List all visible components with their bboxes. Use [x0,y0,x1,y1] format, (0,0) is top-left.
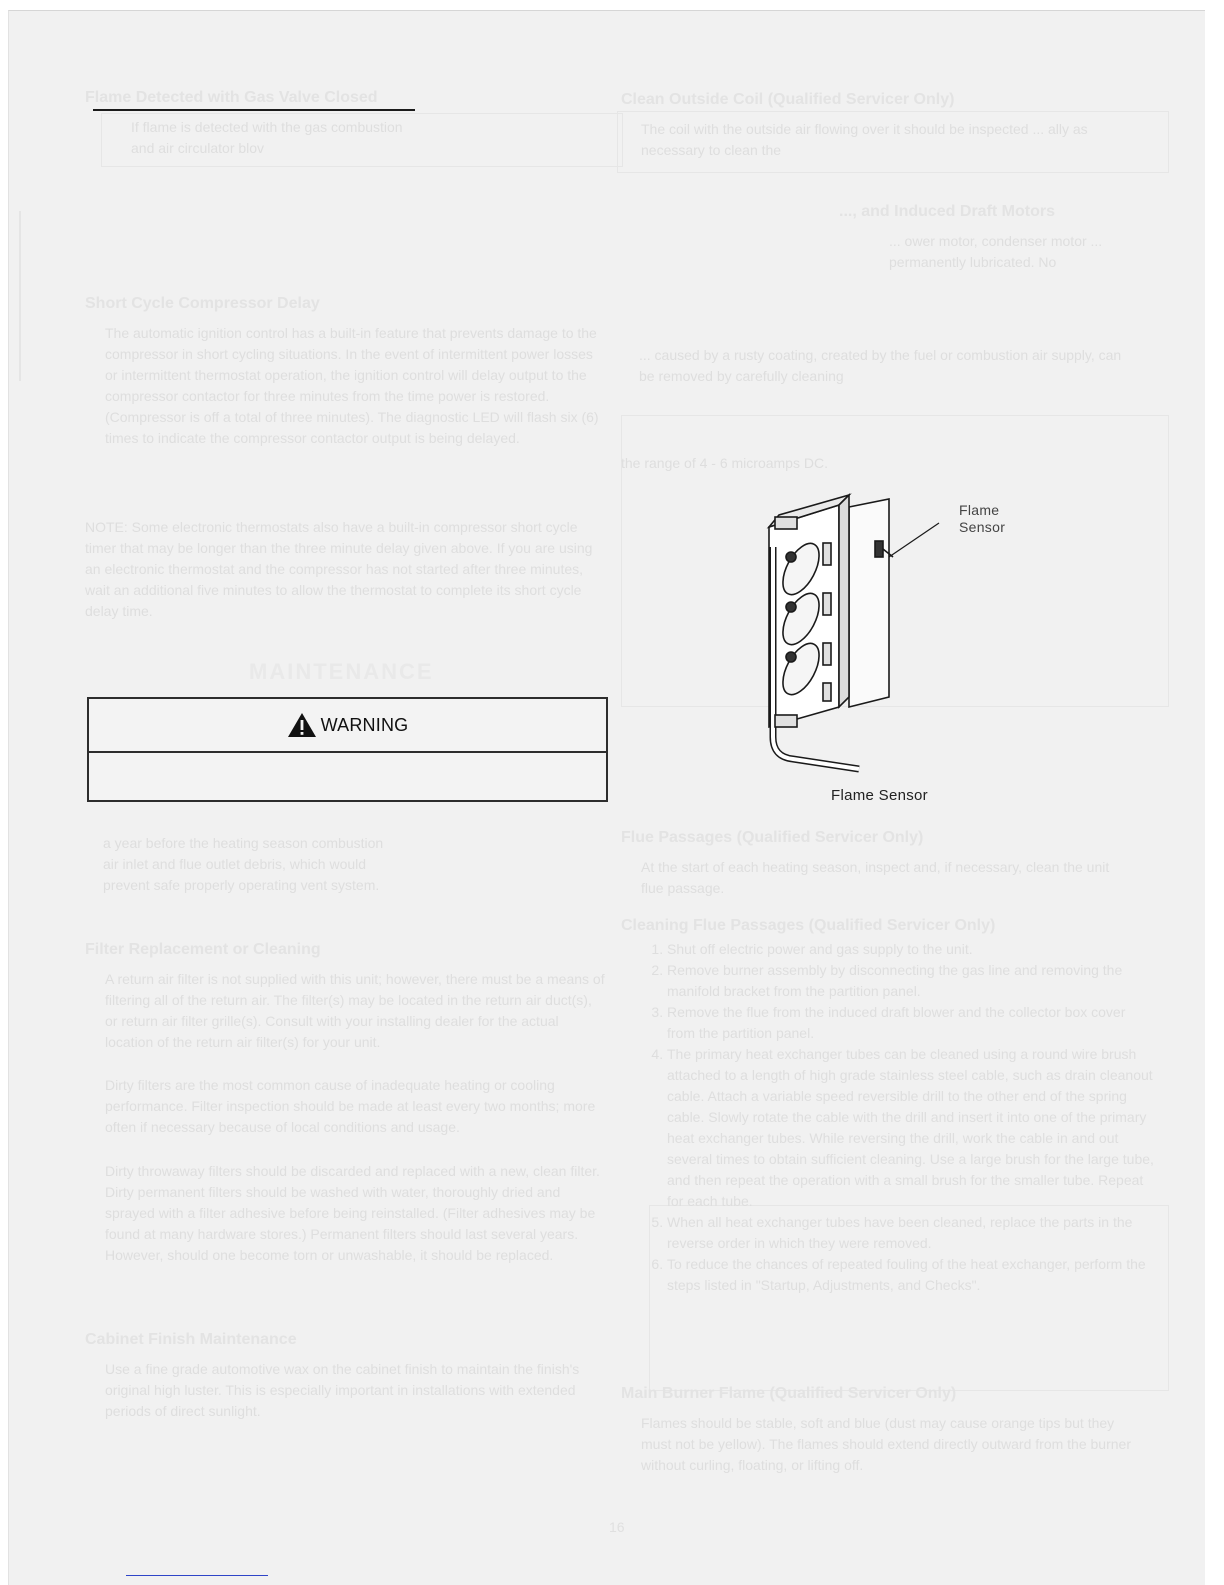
paragraph-cabinet: Use a fine grade automotive wax on the cabinet finish to maintain the finish's original high luster. This is especially important in installations with extended periods of direct sunlight. [105,1361,580,1419]
step-item: 5. When all heat exchanger tubes have been cleaned, replace the parts in the reverse order in which they were removed. [667,1212,1157,1254]
maintenance-title: MAINTENANCE [249,659,434,684]
heading-underline [93,109,415,111]
paragraph-filter-1: A return air filter is not supplied with this unit; however, there must be a means of filtering all of the return air. The filter(s) may be located in the return air duct(s), or return air filter grille(s). Consult with your installing dealer for the actual location of the return air filter(s) for your unit. [105,971,605,1050]
margin-mark [19,211,21,381]
figure-callout-label: Flame Sensor [959,502,1006,535]
warning-label: WARNING [320,714,409,735]
paragraph-filter-3: Dirty throwaway filters should be discarded and replaced with a new, clean filter. Dirty permanent filters should be washed with water, thoroughly dried and sprayed with a filter adhesive before being reinstalled. (Filter adhesives may be found at many hardware stores.) Permanent filters should last several years. However, should one become torn or unwashable, it should be replaced. [105,1163,600,1263]
heading-cabinet: Cabinet Finish Maintenance [85,1331,297,1348]
step-item: 4. The primary heat exchanger tubes can be cleaned using a round wire brush attached to a length of high grade stainless steel cable, such as drain cleanout cable. Attach a variable speed reversible drill to the other end of the spring cable. Slowly rotate the cable with the drill and insert it into one of the primary heat exchanger tubes. While reversing the drill, work the cable in and out several times to obtain sufficient cleaning. Use a large brush for the large tube, and then repeat the operation with a small brush for the smaller tube. Repeat for each tube. [667,1044,1157,1212]
step-item: 1. Shut off electric power and gas supply to the unit. [667,939,1157,960]
warning-header [89,699,606,753]
note-paragraph: NOTE: Some electronic thermostats also have a built-in compressor short cycle timer that may be longer than the three minute delay given above. If you are using an electronic thermostat and the compressor has not started after three minutes, wait an additional five minutes to allow the thermostat to complete its short cycle delay time. [85,519,593,619]
paragraph-microamps: the range of 4 - 6 microamps DC. [621,455,828,471]
heading-motors: ..., and Induced Draft Motors [839,203,1056,220]
paragraph-vent-inspection: a year before the heating season combustion air inlet and flue outlet debris, which would prevent safe properly operating vent system. [103,835,384,893]
heading-flue-passages: Flue Passages (Qualified Servicer Only) [621,829,924,846]
step-item: 3. Remove the flue from the induced draft blower and the collector box cover from the partition panel. [667,1002,1157,1044]
step-item: 6. To reduce the chances of repeated fouling of the heat exchanger, perform the steps listed in "Startup, Adjustments, and Checks". [667,1254,1157,1296]
heading-short-cycle: Short Cycle Compressor Delay [85,295,320,312]
cleaning-steps-list [641,939,1157,1296]
paragraph-filter-2: Dirty filters are the most common cause of inadequate heating or cooling performance. Filter inspection should be made at least every two months; more often if necessary because of local conditions and usage. [105,1077,596,1135]
document-page [8,10,1205,1585]
paragraph-motors: ... ower motor, condenser motor ... permanently lubricated. No [889,233,1103,270]
paragraph-main-burner: Flames should be stable, soft and blue (dust may cause orange tips but they must not be yellow). The flames should extend directly outward from the burner without curling, floating, or lifting off. [641,1415,1131,1473]
paragraph-flue: At the start of each heating season, inspect and, if necessary, clean the unit flue passage. [641,859,1110,896]
paragraph-flame-detected: If flame is detected with the gas combustion and air circulator blov [131,119,403,156]
paragraph-outside-coil: The coil with the outside air flowing over it should be inspected ... ally as necessary to clean the [641,121,1088,158]
heading-cleaning-flue: Cleaning Flue Passages (Qualified Servicer Only) [621,917,996,934]
bottom-link-underline[interactable] [126,1575,268,1576]
figure-caption: Flame Sensor [831,787,928,804]
heading-filter: Filter Replacement or Cleaning [85,941,321,958]
paragraph-short-cycle: The automatic ignition control has a built-in feature that prevents damage to the compressor in short cycling situations. In the event of intermittent power losses or intermittent thermostat operation, the ignition control will delay output to the compressor contactor for three minutes from the time power is restored. (Compressor is off a total of three minutes). The diagnostic LED will flash six (6) times to indicate the compressor contactor output is being delayed. [105,325,599,446]
heading-main-burner: Main Burner Flame (Qualified Servicer Only) [621,1385,957,1402]
page-number: 16 [609,1519,625,1535]
step-item: 2. Remove burner assembly by disconnecting the gas line and removing the manifold bracket from the partition panel. [667,960,1157,1002]
warning-triangle-icon [287,712,317,738]
warning-box [87,697,608,802]
heading-flame-detected: Flame Detected with Gas Valve Closed [85,89,378,106]
heading-outside-coil: Clean Outside Coil (Qualified Servicer Only) [621,91,955,108]
paragraph-flame-sensor: ... caused by a rusty coating, created by the fuel or combustion air supply, can be removed by carefully cleaning [639,347,1122,384]
